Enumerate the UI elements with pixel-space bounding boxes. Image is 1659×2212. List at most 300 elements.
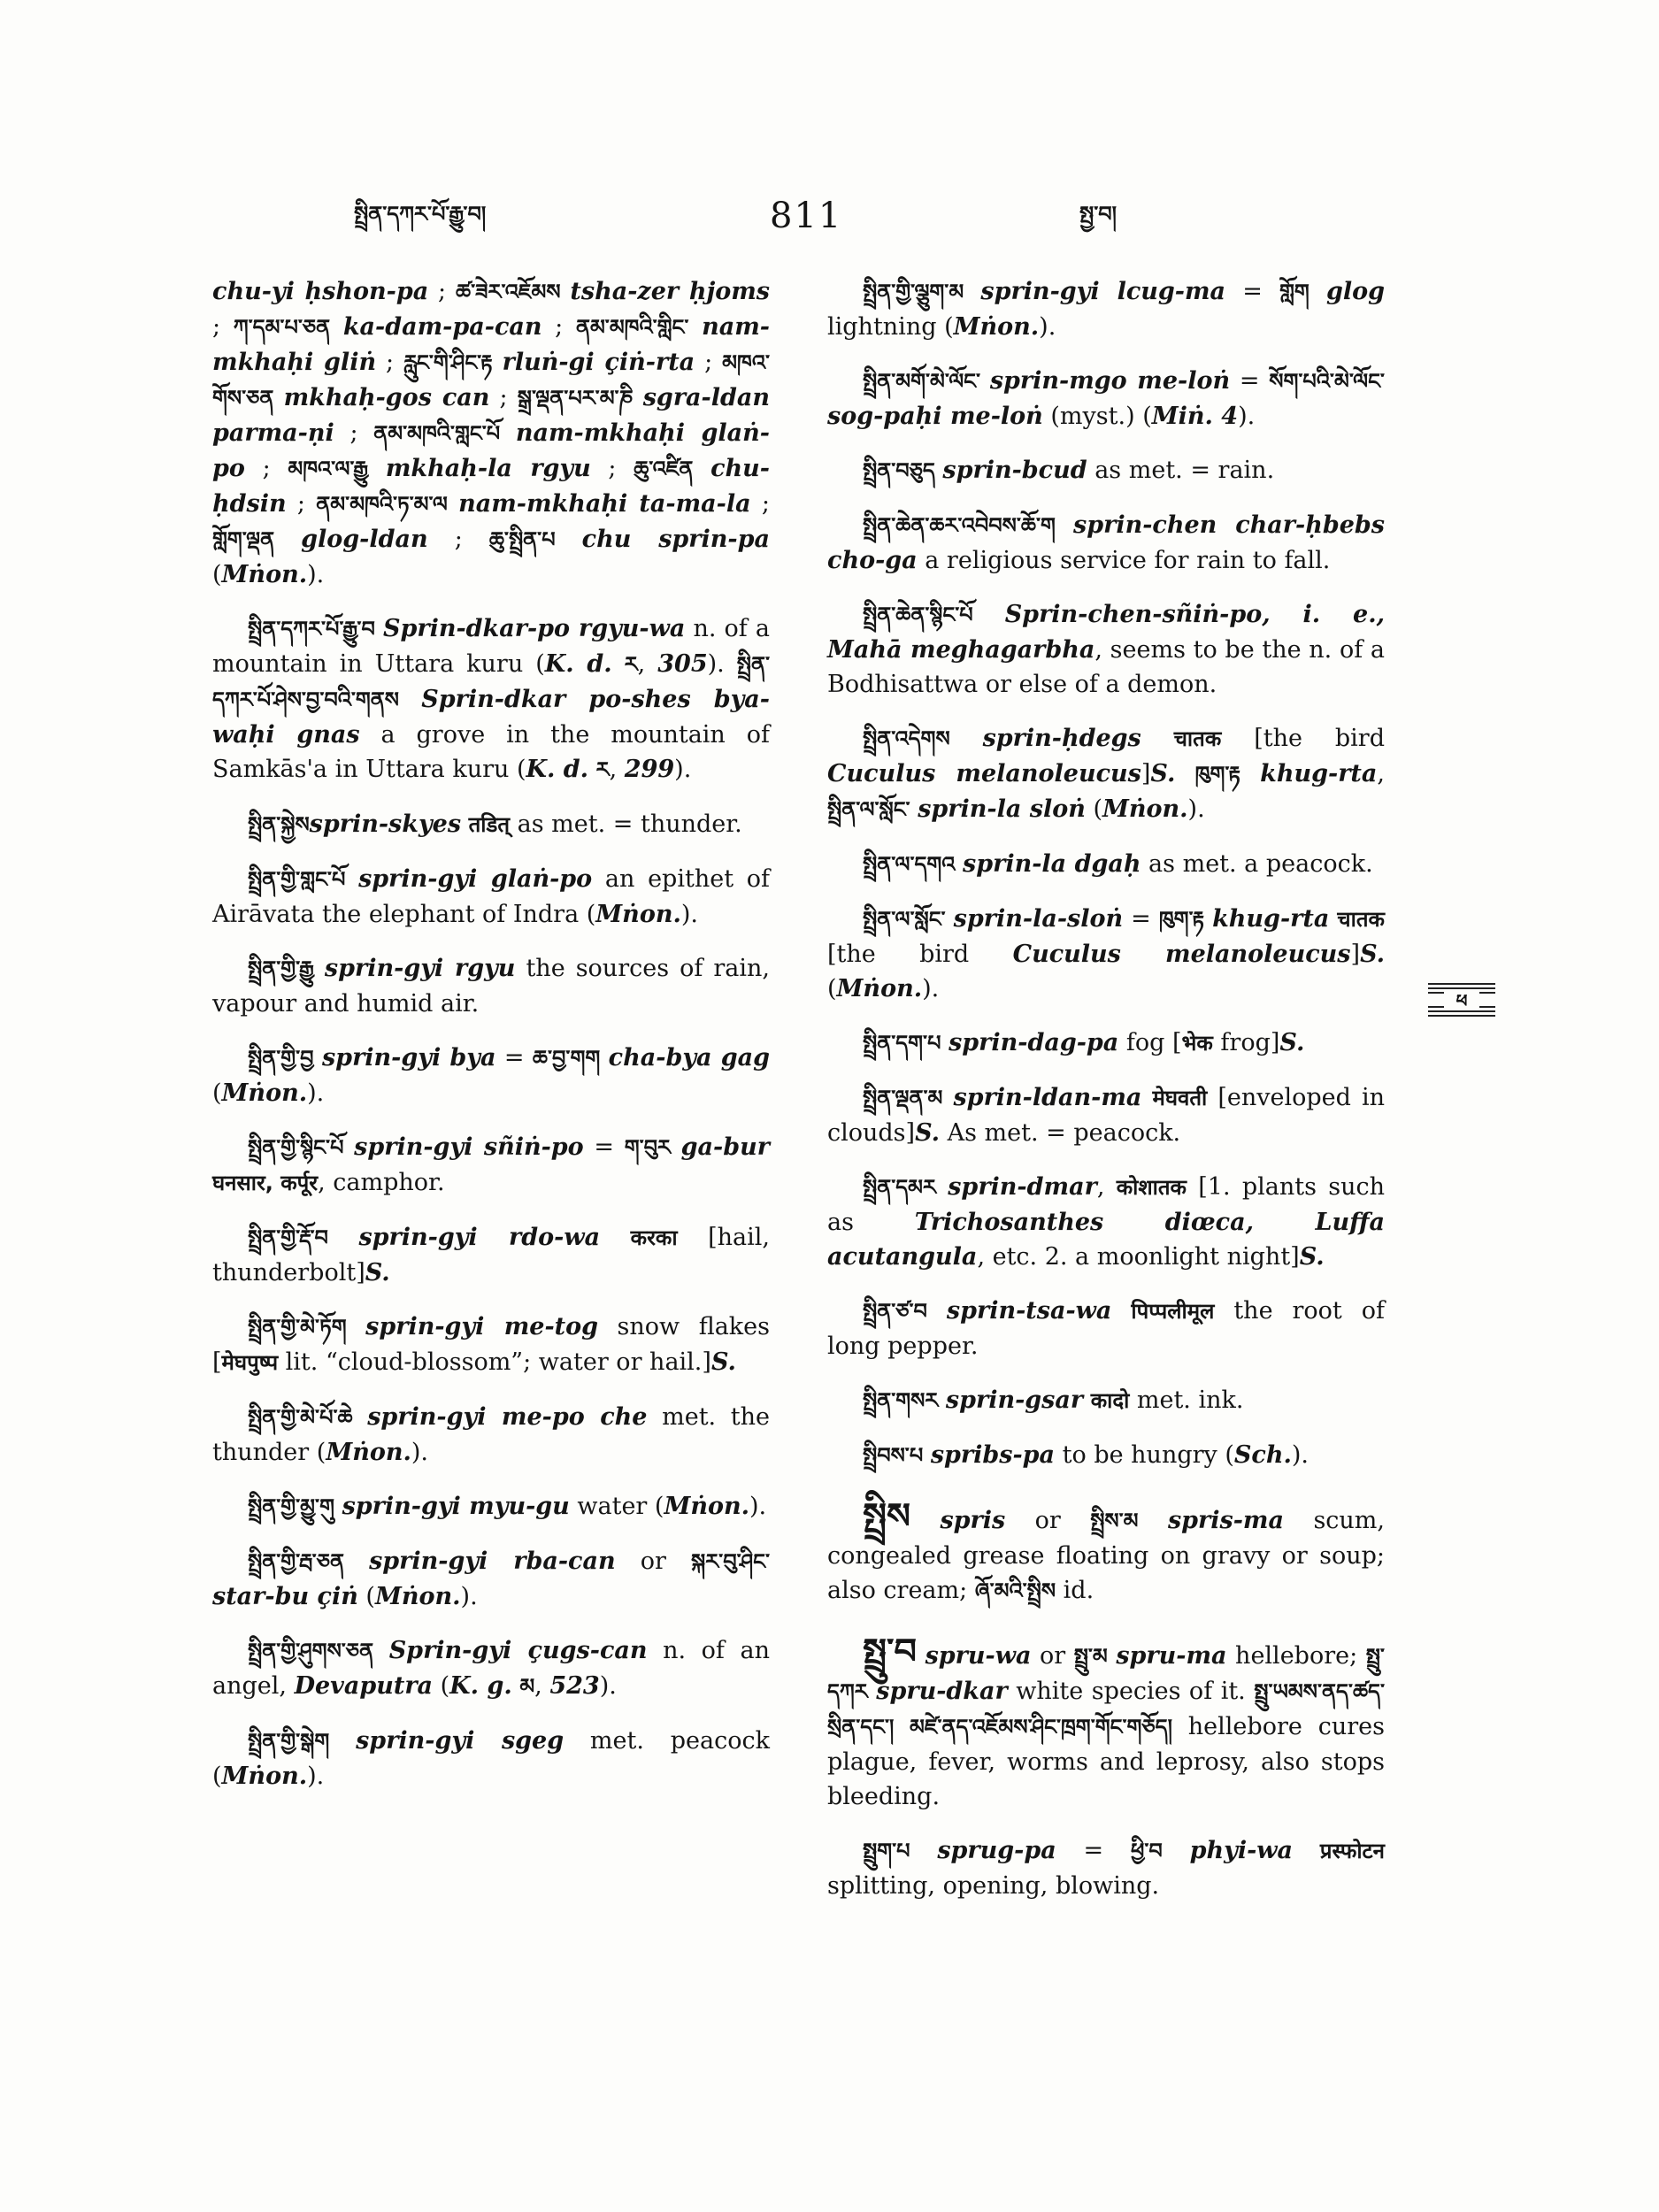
definition-text: ; bbox=[750, 490, 770, 518]
definition-text: , camphor. bbox=[318, 1169, 445, 1196]
transliteration-text: sgra-ldan parma-ṇi bbox=[212, 384, 771, 447]
definition-text: ). bbox=[707, 650, 737, 678]
transliteration-text: K. d. bbox=[526, 756, 589, 783]
transliteration-text: Mṅon. bbox=[326, 1439, 411, 1466]
definition-text: met. ink. bbox=[1129, 1386, 1244, 1414]
sanskrit-gloss: चातक bbox=[1337, 907, 1385, 932]
transliteration-text: Mṅon. bbox=[221, 1763, 308, 1790]
definition-text: lightning ( bbox=[827, 313, 954, 341]
definition-text bbox=[461, 810, 469, 838]
tibetan-headword: སྤྲིན་གྱི་ཤུགས་ཅན bbox=[248, 1639, 374, 1663]
definition-text bbox=[910, 1507, 940, 1534]
dictionary-entry bbox=[827, 721, 1385, 827]
definition-text: , bbox=[609, 756, 625, 783]
definition-text: hellebore cures plague, fever, worms and leprosy, also stops bleeding. bbox=[827, 1713, 1385, 1810]
definition-text bbox=[373, 1637, 389, 1664]
definition-text: [the bird bbox=[827, 941, 1013, 968]
transliteration-text: sprin-gyi sgeg bbox=[356, 1727, 565, 1755]
dictionary-entry bbox=[212, 951, 770, 1021]
sanskrit-gloss: करका bbox=[630, 1225, 678, 1250]
transliteration-text: chu-yi ḥshon-pa bbox=[212, 278, 429, 305]
definition-text: , bbox=[1377, 760, 1385, 787]
transliteration-text: sprin-dmar bbox=[948, 1173, 1097, 1201]
transliteration-text: sprin-la-sloṅ bbox=[953, 905, 1124, 933]
dictionary-entry bbox=[212, 1220, 770, 1290]
transliteration-text: tsha-zer ḥjoms bbox=[570, 278, 770, 305]
definition-text: ). bbox=[599, 1672, 617, 1700]
definition-text: water ( bbox=[569, 1493, 664, 1520]
transliteration-text: Sprin-dkar-po rgyu-wa bbox=[382, 615, 686, 642]
definition-text bbox=[328, 1224, 359, 1251]
definition-text bbox=[964, 278, 980, 305]
definition-text bbox=[399, 686, 421, 713]
tibetan-headword: ར bbox=[624, 652, 638, 677]
tibetan-headword: ག་བུར bbox=[624, 1135, 671, 1160]
definition-text: As met. = peacock. bbox=[940, 1119, 1181, 1147]
transliteration-text: glog-ldan bbox=[301, 526, 428, 553]
transliteration-text: S. bbox=[1279, 1029, 1305, 1056]
tibetan-headword: སྤྲིན་གྱི་མྱུ་གུ bbox=[248, 1494, 334, 1519]
tibetan-headword: སྤྲིན་སྐྱེས bbox=[248, 812, 310, 837]
definition-text bbox=[493, 349, 503, 376]
definition-text bbox=[1108, 1642, 1117, 1670]
definition-text: ; bbox=[212, 313, 234, 341]
sanskrit-gloss: कादो bbox=[1090, 1388, 1130, 1413]
sanskrit-gloss: तडित् bbox=[468, 812, 511, 837]
transliteration-text: sprug-pa bbox=[937, 1837, 1056, 1864]
transliteration-text: sog-paḥi me-loṅ bbox=[827, 403, 1043, 430]
definition-text bbox=[1141, 725, 1174, 752]
transliteration-text: sprin-bcud bbox=[942, 457, 1087, 484]
definition-text: , bbox=[637, 650, 658, 678]
dictionary-entry bbox=[212, 1544, 770, 1614]
tibetan-headword: ཚ་ཟེར་འཇོམས bbox=[455, 280, 561, 304]
definition-text: ). bbox=[1187, 795, 1205, 823]
definition-text: frog] bbox=[1212, 1029, 1280, 1056]
tibetan-headword: སྤྲུ་དཀར bbox=[827, 1644, 1385, 1704]
transliteration-text: sprin-la sloṅ bbox=[918, 795, 1086, 823]
definition-text bbox=[1111, 1297, 1131, 1325]
transliteration-text: nam-mkhaḥi ta-ma-la bbox=[458, 490, 751, 518]
tibetan-headword: སྤྲིན་དཀར་པོ་ཤེས་བྱ་བའི་གནས bbox=[212, 652, 770, 712]
running-head-right: སྤྱ་བ། bbox=[1079, 202, 1117, 227]
tibetan-headword: སྤྲིན་ལྡན་མ bbox=[863, 1086, 943, 1110]
transliteration-text: K. g. bbox=[449, 1672, 512, 1700]
dictionary-entry bbox=[827, 1496, 1385, 1609]
tibetan-headword: སྤྲིན་ཆེན་ཆར་འབེབས་ཆོ་ག bbox=[863, 513, 1056, 538]
transliteration-text: spru-ma bbox=[1116, 1642, 1227, 1670]
definition-text bbox=[1204, 905, 1212, 933]
tibetan-major-headword: སྤྲུ་བ bbox=[863, 1632, 918, 1672]
dictionary-entry bbox=[827, 1632, 1385, 1814]
definition-text bbox=[671, 1133, 681, 1161]
running-head-left: སྤྲིན་དཀར་པོ་རྒྱུ་བ། bbox=[354, 202, 487, 227]
transliteration-text: Mṅon. bbox=[374, 1583, 461, 1610]
sanskrit-gloss: प्रस्फोटन bbox=[1319, 1839, 1385, 1863]
definition-text: an epithet of Airāvata the elephant of Indra ( bbox=[212, 865, 771, 928]
definition-text: lit. “cloud-blossom”; water or hail.] bbox=[278, 1348, 711, 1376]
tibetan-headword: ཁུག་རྟ bbox=[1194, 762, 1240, 787]
definition-text bbox=[314, 955, 325, 982]
definition-text bbox=[343, 1133, 354, 1161]
transliteration-text: ka-dam-pa-can bbox=[342, 313, 542, 341]
left-column bbox=[212, 274, 770, 1813]
definition-text: as met. a peacock. bbox=[1141, 850, 1373, 878]
tibetan-headword: སྤྲིན་བཅུད bbox=[863, 458, 935, 483]
definition-text bbox=[1293, 1837, 1320, 1864]
dictionary-entry bbox=[827, 1833, 1385, 1903]
tibetan-headword: སྤྲིན་གྱི་སྙིང་པོ bbox=[248, 1135, 344, 1160]
definition-text: ). bbox=[674, 756, 692, 783]
definition-text: ). bbox=[1039, 313, 1056, 341]
definition-text bbox=[353, 1403, 368, 1431]
definition-text: hellebore; bbox=[1226, 1642, 1366, 1670]
transliteration-text: khug-rta bbox=[1260, 760, 1378, 787]
tibetan-headword: སྤྲིན་གྱི་མེ་ཏོག bbox=[248, 1315, 347, 1340]
definition-text: scum, congealed grease floating on gravy or soup; also cream; bbox=[827, 1507, 1385, 1604]
definition-text bbox=[634, 384, 643, 411]
definition-text bbox=[1163, 1837, 1190, 1864]
dictionary-entry bbox=[212, 862, 770, 932]
tibetan-headword: སྤྲིན་གྱི་རྒྱུ bbox=[248, 956, 314, 981]
tibetan-headword: ཆ་བྱ་གག bbox=[532, 1046, 601, 1071]
definition-text bbox=[973, 601, 1005, 628]
transliteration-text: mkhaḥ-la rgyu bbox=[385, 455, 591, 482]
transliteration-text: ga-bur bbox=[680, 1133, 770, 1161]
definition-text bbox=[955, 850, 963, 878]
tibetan-headword: ར bbox=[595, 757, 610, 782]
tibetan-headword: སྤྲིན་ཆེན་སྙིང་པོ bbox=[863, 603, 973, 627]
transliteration-text: sprin-gsar bbox=[945, 1386, 1084, 1414]
dictionary-entry bbox=[827, 1294, 1385, 1363]
tibetan-headword: སྤྲིན་ལ་སློང་ bbox=[827, 797, 910, 822]
transliteration-text: Mṅon. bbox=[221, 561, 308, 588]
transliteration-text: sprin-gyi lcug-ma bbox=[980, 278, 1226, 305]
definition-text: ). bbox=[1238, 403, 1256, 430]
dictionary-entry bbox=[827, 847, 1385, 882]
sanskrit-gloss: चातक bbox=[1173, 726, 1222, 751]
tibetan-headword: ཁུག་རྟ bbox=[1158, 907, 1205, 932]
definition-text: or bbox=[1031, 1642, 1074, 1670]
tibetan-headword: སྤྲིན་དམར bbox=[863, 1175, 936, 1200]
definition-text bbox=[941, 1029, 949, 1056]
definition-text bbox=[980, 367, 990, 395]
dictionary-entry bbox=[212, 1489, 770, 1525]
tibetan-headword: ནམ་མཁའི་གླིང་ bbox=[575, 315, 689, 340]
definition-text: = bbox=[1056, 1837, 1131, 1864]
tibetan-headword: ཆུ་འཛིན bbox=[634, 457, 694, 481]
tibetan-headword: སྤྲིན་འདེགས bbox=[863, 726, 950, 751]
definition-text: to be hungry ( bbox=[1055, 1441, 1234, 1469]
definition-text: ( bbox=[433, 1672, 450, 1700]
dictionary-entry bbox=[827, 902, 1385, 1006]
tibetan-headword: སྤྲིན་ལ་སློང་ bbox=[863, 907, 946, 932]
definition-text: ). bbox=[680, 901, 698, 928]
definition-text: ( bbox=[1085, 795, 1102, 823]
transliteration-text: spru-wa bbox=[925, 1642, 1032, 1670]
tibetan-headword: མཁའ་ལ་རྒྱུ bbox=[288, 457, 369, 481]
sanskrit-gloss: कोशातक bbox=[1116, 1175, 1187, 1200]
definition-text bbox=[1175, 760, 1194, 787]
dictionary-entry bbox=[212, 1041, 770, 1110]
definition-text bbox=[1056, 511, 1073, 539]
transliteration-text: sprin-gyi rba-can bbox=[369, 1548, 616, 1575]
definition-text: ). bbox=[307, 561, 325, 588]
definition-text bbox=[344, 1548, 369, 1575]
definition-text: ). bbox=[411, 1439, 428, 1466]
definition-text bbox=[612, 650, 625, 678]
definition-text bbox=[345, 865, 358, 893]
dictionary-entry bbox=[212, 807, 770, 842]
sanskrit-gloss: भेक bbox=[1181, 1031, 1213, 1056]
page-header bbox=[301, 189, 1416, 260]
transliteration-text: S. bbox=[1150, 760, 1176, 787]
definition-text: [1. plants such as bbox=[827, 1173, 1385, 1236]
dictionary-entry bbox=[212, 274, 770, 592]
transliteration-text: S. bbox=[915, 1119, 941, 1147]
definition-text bbox=[588, 756, 596, 783]
dictionary-entry bbox=[827, 364, 1385, 434]
dictionary-entry bbox=[827, 274, 1385, 344]
transliteration-text: sprin-skyes bbox=[309, 810, 462, 838]
tibetan-headword: ཕྱི་བ bbox=[1131, 1839, 1163, 1863]
definition-text bbox=[556, 526, 582, 553]
definition-text: id. bbox=[1056, 1577, 1094, 1604]
definition-text: ; bbox=[695, 349, 723, 376]
definition-text: white species of it. bbox=[1007, 1678, 1255, 1705]
tibetan-headword: ཆུ་སྤྲིན་པ bbox=[488, 527, 556, 552]
sanskrit-gloss: पिप्पलीमूल bbox=[1131, 1299, 1215, 1324]
transliteration-text: sprin-dag-pa bbox=[949, 1029, 1119, 1056]
transliteration-text: 299 bbox=[624, 756, 675, 783]
dictionary-entry bbox=[212, 1633, 770, 1704]
definition-text bbox=[910, 795, 918, 823]
definition-text: ; bbox=[286, 490, 317, 518]
transliteration-text: glog bbox=[1325, 278, 1386, 305]
dictionary-entry bbox=[827, 1383, 1385, 1418]
definition-text bbox=[942, 1084, 953, 1111]
transliteration-text: sprin-gyi me-po che bbox=[367, 1403, 648, 1431]
transliteration-text: khug-rta bbox=[1212, 905, 1330, 933]
dictionary-entry bbox=[827, 453, 1385, 488]
right-column bbox=[827, 274, 1385, 1923]
transliteration-text: sprin-chen char-ḥbebs cho-ga bbox=[827, 511, 1385, 574]
transliteration-text: Sprin-gyi çugs-can bbox=[388, 1637, 648, 1664]
definition-text: = bbox=[1123, 905, 1159, 933]
transliteration-text: Mṅon. bbox=[595, 901, 681, 928]
tibetan-headword: སྤྲིན་གྱི་གླང་པོ bbox=[248, 867, 346, 892]
definition-text: ; bbox=[541, 313, 576, 341]
definition-text: ; bbox=[428, 278, 456, 305]
transliteration-text: sprin-mgo me-loṅ bbox=[989, 367, 1231, 395]
definition-text: or bbox=[615, 1548, 692, 1575]
transliteration-text: mkhaḥ-gos can bbox=[283, 384, 490, 411]
definition-text bbox=[938, 1386, 946, 1414]
transliteration-text: S. bbox=[365, 1259, 390, 1286]
transliteration-text: spris-ma bbox=[1167, 1507, 1285, 1534]
dictionary-entry bbox=[212, 1724, 770, 1793]
definition-text: ; bbox=[376, 349, 404, 376]
definition-text bbox=[1139, 1507, 1168, 1534]
tibetan-headword: མ bbox=[519, 1674, 535, 1699]
definition-text: ). bbox=[307, 1079, 325, 1107]
definition-text: = bbox=[1225, 278, 1280, 305]
dictionary-entry bbox=[827, 1025, 1385, 1061]
transliteration-text: sprin-tsa-wa bbox=[946, 1297, 1112, 1325]
dictionary-entry bbox=[827, 1170, 1385, 1274]
definition-text bbox=[1141, 1084, 1152, 1111]
definition-text: [hail, thunderbolt] bbox=[212, 1224, 770, 1286]
transliteration-text: Trichosanthes diœca, Luffa acutangula bbox=[827, 1209, 1385, 1271]
tibetan-headword: ནམ་མཁའི་གླང་པོ bbox=[373, 421, 501, 446]
tibetan-headword: སྐར་བུ་ཤིང་ bbox=[691, 1549, 771, 1574]
definition-text: = bbox=[1230, 367, 1270, 395]
tibetan-headword: སྤྲིན་གྱི་བྱ bbox=[248, 1046, 314, 1071]
definition-text: the sources of rain, vapour and humid air. bbox=[212, 955, 770, 1018]
tibetan-headword: སོག་པའི་མེ་ལོང་ bbox=[1269, 369, 1385, 394]
definition-text: ( bbox=[357, 1583, 375, 1610]
definition-text bbox=[448, 490, 458, 518]
tibetan-headword: ཀ་དམ་པ་ཅན bbox=[233, 315, 331, 340]
transliteration-text: S. bbox=[1360, 941, 1385, 968]
thumb-index-tab-icon bbox=[1426, 980, 1497, 1019]
definition-text: (myst.) ( bbox=[1042, 403, 1152, 430]
tibetan-headword: ཞོ་མའི་སྤྲིས bbox=[974, 1578, 1056, 1603]
tibetan-headword: སྤྲིན་གྱི་རྦ་ཅན bbox=[248, 1549, 344, 1574]
definition-text bbox=[946, 905, 954, 933]
tibetan-headword: སྤྲིན་ཙ་བ bbox=[863, 1299, 927, 1324]
tibetan-headword: སྤྲིན་གྱི་སྒེག bbox=[248, 1729, 330, 1754]
definition-text bbox=[927, 1297, 947, 1325]
tibetan-headword: སྒྲ་ལྡན་པར་མ་ཎི bbox=[517, 386, 634, 411]
definition-text bbox=[917, 1642, 926, 1670]
tibetan-headword: སྤྲུ་ཡམས་ནད་ཚད་སྲིན་དང་། མཛེ་ནད་འཇོམས་ཤིང་ཁྲག་གོང་གཅོད། bbox=[827, 1679, 1385, 1740]
transliteration-text: nam-mkhaḥi gliṅ bbox=[212, 313, 770, 376]
definition-text: ; bbox=[244, 455, 288, 482]
transliteration-text: sprin-ldan-ma bbox=[953, 1084, 1142, 1111]
transliteration-text: rluṅ-gi çiṅ-rta bbox=[502, 349, 695, 376]
transliteration-text: cha-bya gag bbox=[608, 1044, 770, 1071]
definition-text: ). bbox=[460, 1583, 478, 1610]
definition-text: fog [ bbox=[1118, 1029, 1182, 1056]
definition-text: ). bbox=[307, 1763, 325, 1790]
definition-text: ; bbox=[489, 384, 518, 411]
definition-text: as met. = thunder. bbox=[510, 810, 742, 838]
definition-text: ; bbox=[590, 455, 634, 482]
definition-text bbox=[1083, 1386, 1091, 1414]
transliteration-text: Mṅon. bbox=[1102, 795, 1188, 823]
thumb-index-tab-label: ཕ bbox=[1455, 990, 1468, 1011]
tibetan-headword: གློག་ལྡན bbox=[212, 527, 275, 552]
transliteration-text: chu-ḥdsin bbox=[212, 455, 771, 518]
definition-text bbox=[910, 1837, 938, 1864]
definition-text: splitting, opening, blowing. bbox=[827, 1872, 1160, 1900]
page-number: 811 bbox=[770, 196, 843, 236]
transliteration-text: spru-dkar bbox=[876, 1678, 1008, 1705]
transliteration-text: Mṅon. bbox=[836, 975, 923, 1002]
definition-text bbox=[330, 313, 343, 341]
definition-text bbox=[375, 615, 383, 642]
transliteration-text: spribs-pa bbox=[930, 1441, 1056, 1469]
transliteration-text: Sprin-chen-sñiṅ-po, i. e., Mahā meghagarbha bbox=[827, 601, 1385, 664]
definition-text: ). bbox=[922, 975, 940, 1002]
definition-text: ). bbox=[1291, 1441, 1309, 1469]
definition-text: snow flakes [ bbox=[212, 1313, 770, 1376]
transliteration-text: nam-mkhaḥi glaṅ-po bbox=[212, 419, 770, 482]
transliteration-text: Cuculus melanoleucus bbox=[1012, 941, 1351, 968]
definition-text: a grove in the mountain of Samkās'a in Uttara kuru ( bbox=[212, 721, 770, 783]
tibetan-headword: སྤྲིབས་པ bbox=[863, 1443, 924, 1468]
definition-text bbox=[274, 526, 301, 553]
transliteration-text: 305 bbox=[657, 650, 708, 678]
tibetan-headword: སྤྲིན་གྱི་མེ་པོ་ཆེ bbox=[248, 1405, 353, 1430]
definition-text bbox=[273, 384, 283, 411]
dictionary-entry bbox=[212, 1310, 770, 1380]
tibetan-headword: མཁའ་གོས་ཅན bbox=[212, 350, 770, 411]
definition-text: [enveloped in clouds] bbox=[827, 1084, 1385, 1147]
sanskrit-gloss: मेघवती bbox=[1152, 1086, 1208, 1110]
definition-text: as met. = rain. bbox=[1087, 457, 1275, 484]
transliteration-text: 523 bbox=[549, 1672, 600, 1700]
definition-text: ] bbox=[1141, 760, 1151, 787]
transliteration-text: K. d. bbox=[544, 650, 612, 678]
tibetan-headword: གློག bbox=[1279, 280, 1310, 304]
tibetan-headword: སྤྲིན་མགོ་མེ་ལོང་ bbox=[863, 369, 981, 394]
definition-text: = bbox=[583, 1133, 625, 1161]
definition-text: a religious service for rain to fall. bbox=[917, 547, 1331, 574]
transliteration-text: Miṅ. 4 bbox=[1151, 403, 1239, 430]
transliteration-text: Mṅon. bbox=[221, 1079, 308, 1107]
dictionary-entry bbox=[827, 597, 1385, 702]
definition-text: ; bbox=[334, 419, 374, 447]
definition-text bbox=[334, 1493, 342, 1520]
tibetan-major-headword: སྤྲིས bbox=[863, 1496, 910, 1537]
transliteration-text: sprin-gyi rgyu bbox=[324, 955, 516, 982]
definition-text bbox=[600, 1224, 631, 1251]
definition-text: ). bbox=[749, 1493, 767, 1520]
definition-text bbox=[314, 1044, 322, 1071]
transliteration-text: Sch. bbox=[1233, 1441, 1292, 1469]
definition-text: met. peacock ( bbox=[212, 1727, 770, 1790]
tibetan-headword: སྤྲིན་གྱི་རྡོ་བ bbox=[248, 1225, 328, 1250]
definition-text bbox=[1310, 278, 1326, 305]
definition-text bbox=[500, 419, 516, 447]
definition-text bbox=[347, 1313, 366, 1340]
definition-text: , bbox=[1096, 1173, 1117, 1201]
definition-text: , seems to be the n. of a Bodhisattwa or else of a demon. bbox=[827, 636, 1385, 698]
definition-text: or bbox=[1005, 1507, 1091, 1534]
definition-text: , etc. 2. a moonlight night] bbox=[977, 1243, 1300, 1271]
definition-text bbox=[688, 313, 702, 341]
transliteration-text: sprin-gyi sñiṅ-po bbox=[354, 1133, 584, 1161]
definition-text: ( bbox=[212, 1079, 222, 1107]
tibetan-headword: སྤྲིས་མ bbox=[1090, 1509, 1139, 1533]
tibetan-headword: རླུང་གི་ཤིང་རྟ bbox=[403, 350, 493, 375]
transliteration-text: S. bbox=[1299, 1243, 1325, 1271]
definition-text bbox=[936, 1173, 948, 1201]
definition-text: the root of long pepper. bbox=[827, 1297, 1385, 1360]
sanskrit-gloss: घनसार, कर्पूर bbox=[212, 1171, 319, 1195]
transliteration-text: S. bbox=[710, 1348, 736, 1376]
tibetan-headword: སྤྲིན་ལ་དགའ bbox=[863, 852, 956, 877]
dictionary-entry bbox=[212, 1130, 770, 1201]
tibetan-headword: སྤྲིན་དཀར་པོ་རྒྱུ་བ bbox=[248, 617, 375, 641]
tibetan-headword: སྤྲུ་མ bbox=[1073, 1644, 1108, 1669]
transliteration-text: star-bu çiṅ bbox=[212, 1583, 358, 1610]
definition-text: ; bbox=[427, 526, 489, 553]
transliteration-text: chu sprin-pa bbox=[581, 526, 770, 553]
transliteration-text: Sprin-dkar po-shes bya-waḥi gnas bbox=[212, 686, 770, 749]
